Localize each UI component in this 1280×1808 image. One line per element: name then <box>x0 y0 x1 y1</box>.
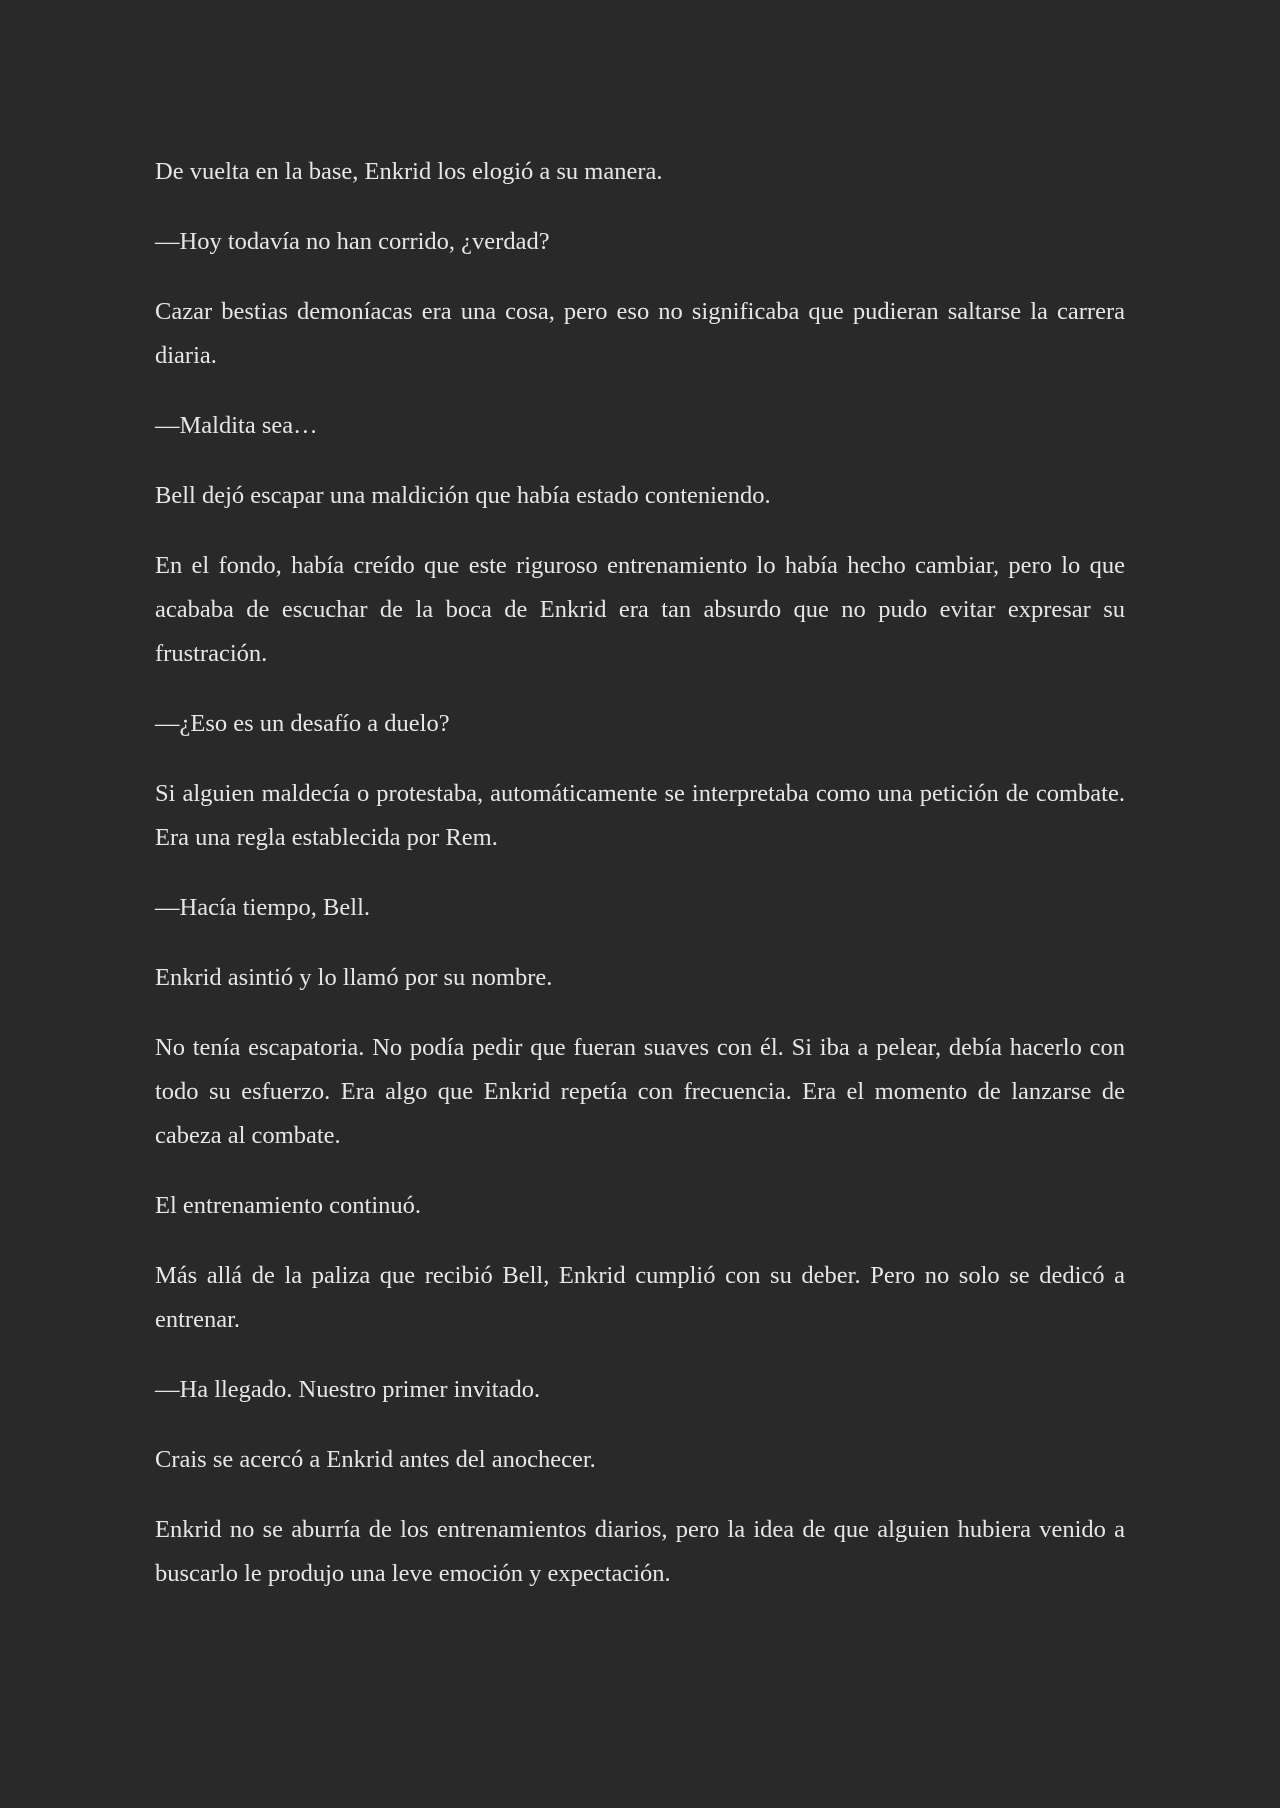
paragraph: Enkrid asintió y lo llamó por su nombre. <box>155 964 553 991</box>
paragraph: Cazar bestias demoníacas era una cosa, pero eso no significaba que pudieran saltarse la carrera diaria. <box>155 298 1125 369</box>
paragraph: Crais se acercó a Enkrid antes del anochecer. <box>155 1446 596 1473</box>
dialogue-paragraph: —Ha llegado. Nuestro primer invitado. <box>155 1376 541 1403</box>
reading-page <box>155 150 1125 1622</box>
dialogue-paragraph: —Hoy todavía no han corrido, ¿verdad? <box>155 228 550 255</box>
paragraph: El entrenamiento continuó. <box>155 1192 422 1219</box>
paragraph: Si alguien maldecía o protestaba, automáticamente se interpretaba como una petición de combate. Era una regla establecida por Rem. <box>155 780 1125 851</box>
paragraph: Más allá de la paliza que recibió Bell, Enkrid cumplió con su deber. Pero no solo se dedicó a entrenar. <box>155 1262 1125 1333</box>
paragraph: En el fondo, había creído que este riguroso entrenamiento lo había hecho cambiar, pero lo que acababa de escuchar de la boca de Enkrid era tan absurdo que no pudo evitar expresar su frustración. <box>155 552 1125 667</box>
dialogue-paragraph: —Maldita sea… <box>155 412 318 439</box>
paragraph: No tenía escapatoria. No podía pedir que fueran suaves con él. Si iba a pelear, debía hacerlo con todo su esfuerzo. Era algo que Enkrid repetía con frecuencia. Era el momento de lanzarse de cabeza al combate. <box>155 1034 1125 1149</box>
paragraph: De vuelta en la base, Enkrid los elogió a su manera. <box>155 158 663 185</box>
dialogue-paragraph: —¿Eso es un desafío a duelo? <box>155 710 450 737</box>
dialogue-paragraph: —Hacía tiempo, Bell. <box>155 894 370 921</box>
paragraph: Bell dejó escapar una maldición que había estado conteniendo. <box>155 482 771 509</box>
paragraph: Enkrid no se aburría de los entrenamientos diarios, pero la idea de que alguien hubiera venido a buscarlo le produjo una leve emoción y expectación. <box>155 1516 1125 1587</box>
